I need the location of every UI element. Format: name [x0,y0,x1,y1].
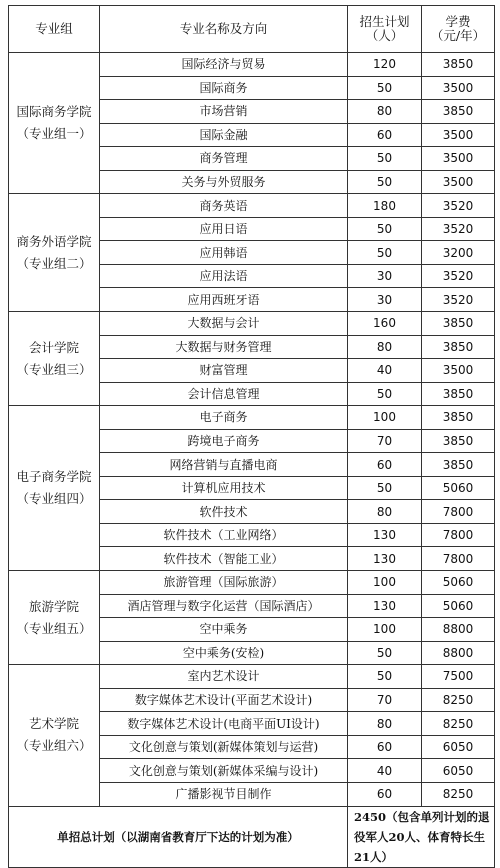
table-row [9,406,495,430]
plan-cell: 130 [348,547,422,571]
plan-cell: 50 [348,665,422,689]
table-row [9,53,495,77]
plan-cell: 60 [348,735,422,759]
plan-cell: 180 [348,194,422,218]
major-cell: 应用日语 [100,217,348,241]
table-header-row [9,6,495,53]
plan-cell: 50 [348,170,422,194]
group-name: 旅游学院 [28,598,79,614]
header-group: 专业组 [9,6,100,53]
admission-plan-document [8,5,494,868]
plan-cell: 60 [348,453,422,477]
group-sub: （专业组一） [16,126,92,142]
group-name: 国际商务学院 [16,104,92,120]
fee-cell: 8250 [422,782,495,806]
total-value: 2450（包含单列计划的退役军人20人、体育特长生21人） [348,806,495,867]
header-plan [348,6,422,53]
header-fee-unit: （元/年） [430,28,486,43]
major-cell: 财富管理 [100,359,348,383]
plan-cell: 160 [348,312,422,336]
fee-cell: 6050 [422,759,495,783]
plan-cell: 40 [348,359,422,383]
fee-cell: 8800 [422,641,495,665]
major-cell: 数字媒体艺术设计(电商平面UI设计) [100,712,348,736]
major-cell: 应用法语 [100,264,348,288]
fee-cell: 3520 [422,194,495,218]
major-cell: 文化创意与策划(新媒体策划与运营) [100,735,348,759]
total-row [9,806,495,867]
major-cell: 电子商务 [100,406,348,430]
header-plan-label: 招生计划 [359,14,410,29]
group-sub: （专业组六） [16,738,92,754]
table-row [9,312,495,336]
fee-cell: 5060 [422,571,495,595]
plan-cell: 130 [348,523,422,547]
group-cell [9,571,100,665]
major-cell: 大数据与会计 [100,312,348,336]
total-label: 单招总计划（以湖南省教育厅下达的计划为准） [9,806,348,867]
group-sub: （专业组五） [16,620,92,636]
fee-cell: 3850 [422,453,495,477]
major-cell: 大数据与财务管理 [100,335,348,359]
major-cell: 跨境电子商务 [100,429,348,453]
major-cell: 商务管理 [100,147,348,171]
plan-cell: 80 [348,100,422,124]
fee-cell: 3500 [422,359,495,383]
plan-cell: 30 [348,288,422,312]
plan-cell: 80 [348,335,422,359]
fee-cell: 3500 [422,123,495,147]
fee-cell: 3500 [422,147,495,171]
plan-cell: 120 [348,53,422,77]
header-fee [422,6,495,53]
fee-cell: 8250 [422,712,495,736]
plan-cell: 100 [348,618,422,642]
fee-cell: 7800 [422,523,495,547]
fee-cell: 7800 [422,500,495,524]
group-sub: （专业组三） [16,361,92,377]
table-row [9,194,495,218]
major-cell: 空中乘务(安检) [100,641,348,665]
plan-cell: 80 [348,500,422,524]
fee-cell: 3850 [422,100,495,124]
fee-cell: 3850 [422,382,495,406]
fee-cell: 3500 [422,76,495,100]
plan-cell: 50 [348,76,422,100]
plan-cell: 50 [348,217,422,241]
plan-cell: 100 [348,406,422,430]
plan-cell: 50 [348,382,422,406]
major-cell: 应用韩语 [100,241,348,265]
fee-cell: 3200 [422,241,495,265]
plan-cell: 40 [348,759,422,783]
fee-cell: 3850 [422,53,495,77]
table-row [9,665,495,689]
fee-cell: 8250 [422,688,495,712]
major-cell: 广播影视节目制作 [100,782,348,806]
major-cell: 数字媒体艺术设计(平面艺术设计) [100,688,348,712]
major-cell: 旅游管理（国际旅游） [100,571,348,595]
group-sub: （专业组四） [16,491,92,507]
major-cell: 软件技术（智能工业） [100,547,348,571]
major-cell: 软件技术 [100,500,348,524]
major-cell: 计算机应用技术 [100,476,348,500]
group-name: 商务外语学院 [16,233,92,249]
plan-cell: 130 [348,594,422,618]
group-cell [9,312,100,406]
major-cell: 应用西班牙语 [100,288,348,312]
major-cell: 关务与外贸服务 [100,170,348,194]
fee-cell: 7500 [422,665,495,689]
fee-cell: 3850 [422,429,495,453]
plan-cell: 80 [348,712,422,736]
fee-cell: 3850 [422,335,495,359]
major-cell: 网络营销与直播电商 [100,453,348,477]
header-plan-unit: （人） [365,28,404,43]
major-cell: 室内艺术设计 [100,665,348,689]
group-cell [9,194,100,312]
group-cell [9,665,100,806]
major-cell: 商务英语 [100,194,348,218]
major-cell: 文化创意与策划(新媒体采编与设计) [100,759,348,783]
plan-cell: 60 [348,123,422,147]
major-cell: 国际金融 [100,123,348,147]
plan-cell: 60 [348,782,422,806]
group-name: 艺术学院 [28,716,79,732]
major-cell: 国际经济与贸易 [100,53,348,77]
plan-cell: 50 [348,476,422,500]
fee-cell: 3850 [422,312,495,336]
major-cell: 空中乘务 [100,618,348,642]
major-cell: 市场营销 [100,100,348,124]
plan-cell: 70 [348,688,422,712]
plan-cell: 50 [348,641,422,665]
plan-cell: 50 [348,147,422,171]
fee-cell: 5060 [422,594,495,618]
major-cell: 软件技术（工业网络） [100,523,348,547]
table-body [9,53,495,807]
fee-cell: 3520 [422,217,495,241]
group-cell [9,53,100,194]
header-major: 专业名称及方向 [100,6,348,53]
fee-cell: 8800 [422,618,495,642]
fee-cell: 5060 [422,476,495,500]
plan-cell: 100 [348,571,422,595]
fee-cell: 3500 [422,170,495,194]
group-cell [9,406,100,571]
header-fee-label: 学费 [445,14,471,29]
group-name: 电子商务学院 [16,469,92,485]
major-cell: 酒店管理与数字化运营（国际酒店） [100,594,348,618]
fee-cell: 3520 [422,288,495,312]
plan-cell: 30 [348,264,422,288]
plan-cell: 70 [348,429,422,453]
group-sub: （专业组二） [16,255,92,271]
fee-cell: 3520 [422,264,495,288]
major-cell: 会计信息管理 [100,382,348,406]
major-cell: 国际商务 [100,76,348,100]
plan-cell: 50 [348,241,422,265]
group-name: 会计学院 [28,339,79,355]
admission-plan-table [8,5,495,868]
table-row [9,571,495,595]
fee-cell: 6050 [422,735,495,759]
fee-cell: 3850 [422,406,495,430]
fee-cell: 7800 [422,547,495,571]
